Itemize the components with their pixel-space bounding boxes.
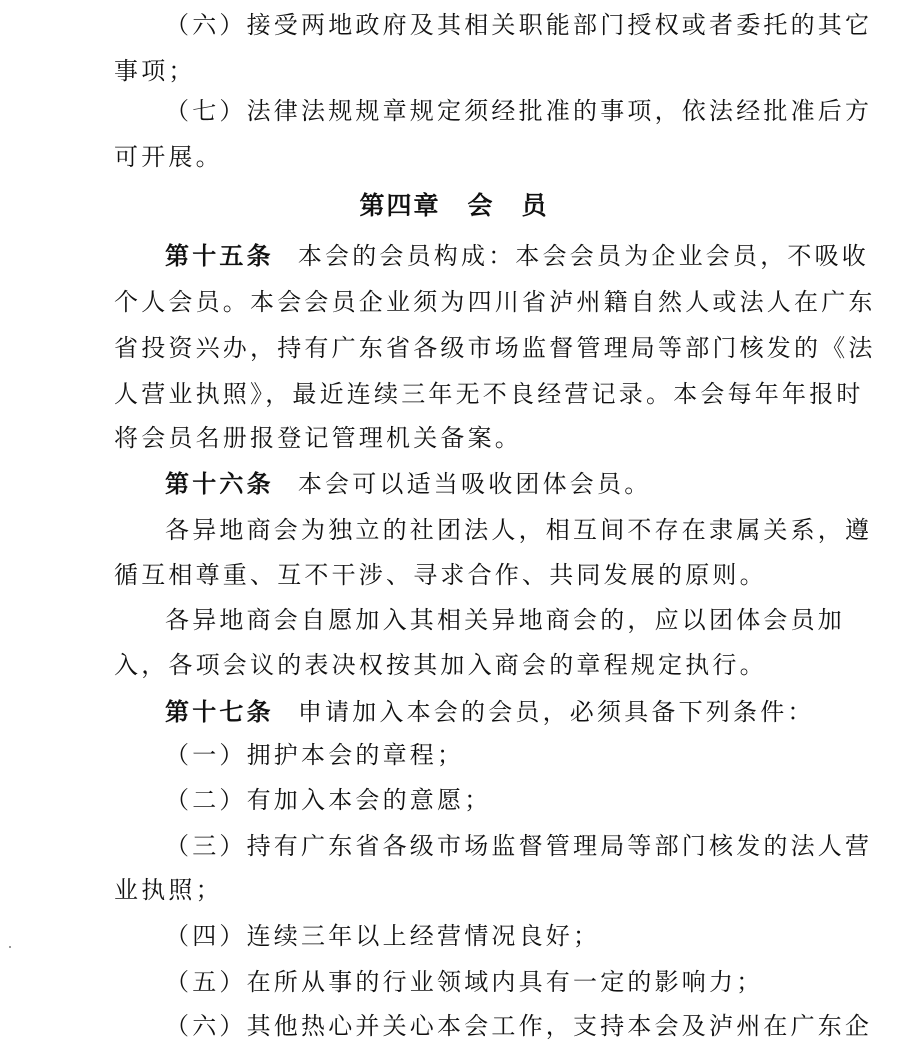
text-line: 事项； <box>114 57 196 85</box>
text-line: 个人会员。本会会员企业须为四川省泸州籍自然人或法人在广东 <box>114 288 876 316</box>
list-item: （六）其他热心并关心本会工作，支持本会及泸州在广东企 <box>165 1012 873 1040</box>
article-15-first-line <box>0 234 900 278</box>
article-text: 本会的会员构成：本会会员为企业会员，不吸收 <box>297 242 870 270</box>
text-line: 各异地商会自愿加入其相关异地商会的，应以团体会员加 <box>165 606 845 634</box>
text-line: 循互相尊重、互不干涉、寻求合作、共同发展的原则。 <box>114 561 767 589</box>
list-item: （四）连续三年以上经营情况良好； <box>165 922 601 950</box>
article-label: 第十五条 <box>165 241 274 270</box>
article-label: 第十七条 <box>165 697 274 726</box>
text-line: 将会员名册报登记管理机关备案。 <box>114 424 522 452</box>
text-line: 省投资兴办，持有广东省各级市场监督管理局等部门核发的《法 <box>114 334 876 362</box>
text-line: 业执照； <box>114 876 223 904</box>
text-line: 可开展。 <box>114 143 223 171</box>
list-item: （三）持有广东省各级市场监督管理局等部门核发的法人营 <box>165 832 873 860</box>
article-17-line <box>0 690 900 734</box>
article-16-line <box>0 462 900 506</box>
text-line: （七）法律法规规章规定须经批准的事项，依法经批准后方 <box>165 97 873 125</box>
text-line: （六）接受两地政府及其相关职能部门授权或者委托的其它 <box>165 11 873 39</box>
text-line: 人营业执照》，最近连续三年无不良经营记录。本会每年年报时 <box>114 380 864 408</box>
list-item: （一）拥护本会的章程； <box>165 741 465 769</box>
list-item: （二）有加入本会的意愿； <box>165 786 492 814</box>
scan-speck <box>9 946 11 948</box>
text-line: 入，各项会议的表决权按其加入商会的章程规定执行。 <box>114 651 767 679</box>
text-line: 各异地商会为独立的社团法人，相互间不存在隶属关系，遵 <box>165 516 873 544</box>
list-item: （五）在所从事的行业领域内具有一定的影响力； <box>165 968 764 996</box>
article-text: 本会可以适当吸收团体会员。 <box>297 470 652 498</box>
article-text: 申请加入本会的会员，必须具备下列条件： <box>297 698 815 726</box>
chapter-title: 第四章 会 员 <box>359 191 549 220</box>
article-label: 第十六条 <box>165 469 274 498</box>
